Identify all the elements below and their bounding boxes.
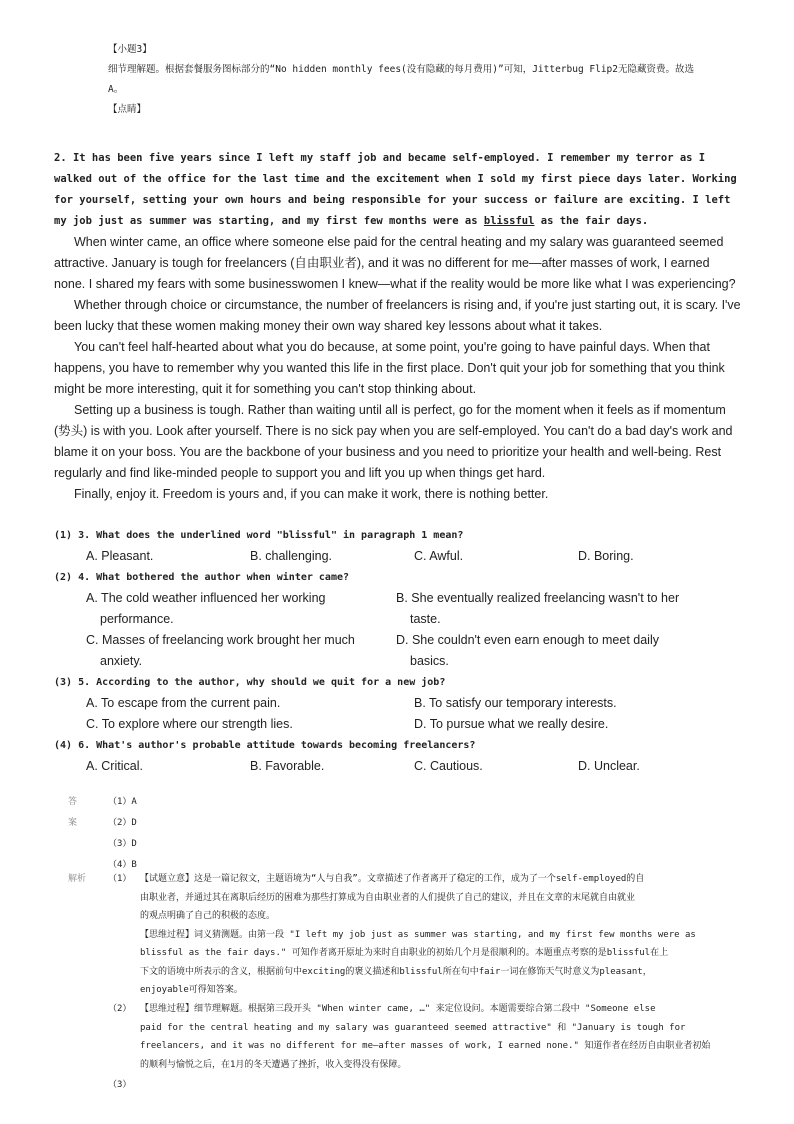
- question: [54, 567, 754, 672]
- answer-item: （4）B: [108, 860, 137, 870]
- analysis-line: 【思维过程】词义猜测题。由第一段 "I left my job just as summer was starting, and my first few months were as: [140, 929, 696, 940]
- analysis-line: blissful as the fair days." 可知作者离开原址为来时自由职业的初始几个月是很顺利的。本题重点考察的是blissful在上: [140, 948, 669, 958]
- passage-paragraph: Setting up a business is tough. Rather than waiting until all is perfect, go for the moment when it feels as if momentum (势头) is with you. Look after yourself. There is no sick pay when you are self-employed. You can't do a bad day's work and blame it on your boss. You are the backbone of your business and you need to prioritize your health and well-being. Rest regularly and find like-minded people to support you and lift you up when things get hard.: [54, 403, 733, 480]
- option: D. Unclear.: [578, 759, 640, 773]
- reading-passage: [54, 148, 744, 505]
- answer-label: 答案: [68, 797, 78, 828]
- question-stem: (4) 6. What's author's probable attitude towards becoming freelancers?: [54, 740, 476, 751]
- analysis-line: paid for the central heating and my salary was guaranteed seemed attractive" 和 "January is tough for: [140, 1022, 686, 1033]
- option: C. Awful.: [414, 549, 464, 563]
- question: [54, 672, 754, 735]
- analysis-number: （3）: [108, 1080, 132, 1090]
- analysis-block: [108, 1000, 728, 1074]
- passage-paragraph: Finally, enjoy it. Freedom is yours and, if you can make it work, there is nothing better.: [74, 487, 549, 501]
- option: C. To explore where our strength lies.: [86, 717, 293, 731]
- analysis-block: [108, 870, 728, 1000]
- question-stem: (3) 5. According to the author, why should we quit for a new job?: [54, 677, 446, 688]
- option: D. To pursue what we really desire.: [414, 717, 609, 731]
- analysis-label: 解析: [68, 874, 87, 884]
- previous-answer-section: [108, 40, 738, 120]
- explanation-line: 细节理解题。根据套餐服务图标部分的“No hidden monthly fees(没有隐藏的每月费用)”可知，Jitterbug Flip2无隐藏资费。故选: [108, 64, 694, 75]
- answer-item: （2）D: [108, 818, 137, 828]
- analysis-line: 【试题立意】这是一篇记叙文，主题语境为“人与自我”。文章描述了作者离开了稳定的工作，成为了一个self-employed的自: [140, 874, 645, 884]
- answer-item: （3）D: [108, 839, 137, 849]
- passage-intro: [54, 148, 744, 232]
- option: A. Pleasant.: [86, 549, 154, 563]
- analysis-line: 的观点明确了自己的积极的态度。: [140, 911, 276, 921]
- analysis-line: enjoyable可得知答案。: [140, 985, 243, 995]
- option: A. The cold weather influenced her working performance.: [86, 591, 326, 626]
- option: C. Masses of freelancing work brought her much anxiety.: [86, 633, 355, 668]
- subquestion-label: 【小题3】: [108, 44, 152, 55]
- option: B. She eventually realized freelancing wasn't to her taste.: [396, 591, 680, 626]
- analysis-line: 下文的语境中所表示的含义，根据前句中exciting的褒义描述和blissful所在句中fair一词在修饰天气时意义为pleasant，: [140, 966, 652, 977]
- option: A. Critical.: [86, 759, 143, 773]
- analysis-line: 由职业者，并通过其在离职后经历的困难为那些打算成为自由职业者的人们提供了自己的建议，并且在文章的末尾就自由就业: [140, 892, 636, 903]
- analysis-line: 【思维过程】细节理解题。根据第三段开头 "When winter came, …" 来定位设问。本题需要综合第二段中 "Someone else: [140, 1004, 656, 1014]
- underlined-word: blissful: [483, 215, 535, 227]
- analysis-number: （1）: [108, 874, 132, 884]
- option: B. challenging.: [250, 549, 333, 563]
- passage-paragraph: When winter came, an office where someone else paid for the central heating and my salary was guaranteed seemed attractive. January is tough for freelancers (自由职业者), and it was no different for me—after masses of work, I earned none. I shared my fears with some businesswomen I knew—what if the reality would be more like what I was experiencing?: [54, 235, 736, 291]
- option: B. To satisfy our temporary interests.: [414, 696, 617, 710]
- analysis-line: 的顺利与愉悦之后，在1月的冬天遭遇了挫折，收入变得没有保障。: [140, 1059, 407, 1070]
- question: [54, 525, 754, 567]
- option: D. She couldn't even earn enough to meet daily basics.: [396, 633, 659, 668]
- option: A. To escape from the current pain.: [86, 696, 281, 710]
- passage-paragraph: Whether through choice or circumstance, the number of freelancers is rising and, if you're just starting out, it is scary. I've been lucky that these women making money their own way shared key lessons about what it takes.: [54, 298, 741, 333]
- option: B. Favorable.: [250, 759, 325, 773]
- question: [54, 735, 754, 777]
- option: C. Cautious.: [414, 759, 483, 773]
- question-list: [54, 525, 754, 777]
- tips-label: 【点睛】: [108, 104, 147, 115]
- intro-text: 2. It has been five years since I left my staff job and became self-employed. I remember my terror as I walked out of the office for the last time and the excitement when I sold my first piece days later. Working for yourself, setting your own hours and being responsible for your success or failure are exciting. I left my job just as summer was starting, and my first few months were as: [54, 152, 737, 227]
- analysis-line: freelancers, and it was no different for me—after masses of work, I earned none." 知道作者在经历自由职业者初始: [140, 1041, 711, 1051]
- explanation-line: A。: [108, 84, 124, 95]
- question-stem: (1) 3. What does the underlined word "blissful" in paragraph 1 mean?: [54, 530, 464, 541]
- option: D. Boring.: [578, 549, 634, 563]
- passage-paragraph: You can't feel half-hearted about what you do because, at some point, you're going to have painful days. When that happens, you have to remember why you wanted this life in the first place. Don't quit your job for something that you think might be more interesting, quit it for something you can't stop thinking about.: [54, 340, 725, 396]
- question-stem: (2) 4. What bothered the author when winter came?: [54, 572, 350, 583]
- answer-item: （1）A: [108, 797, 137, 807]
- intro-text-end: as the fair days.: [534, 215, 649, 227]
- analysis-number: （2）: [108, 1004, 132, 1014]
